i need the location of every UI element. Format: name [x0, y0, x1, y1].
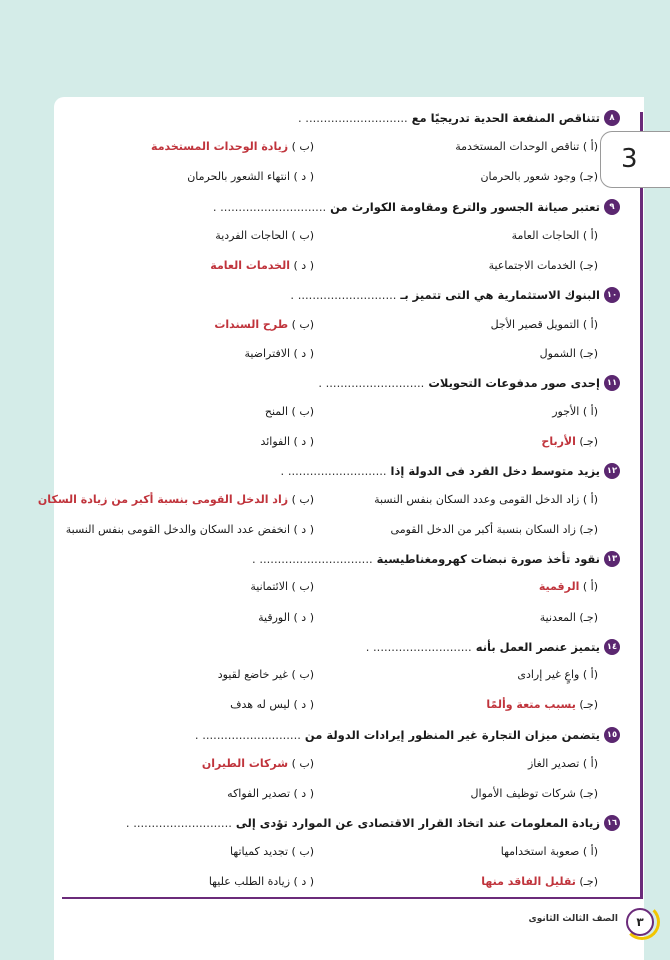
page-number: ٣: [626, 908, 654, 936]
option-d: ( د ) الافتراضية: [244, 347, 314, 360]
question-text: نقود تأخذ صورة نبضات كهرومغناطيسية: [376, 552, 600, 566]
option-d: ( د ) زيادة الطلب عليها: [208, 875, 314, 888]
question-number: ٩: [604, 199, 620, 215]
answer-blank: ........................... .: [125, 816, 232, 830]
question-number: ٨: [604, 110, 620, 126]
question-text: تعتبر صيانة الجسور والترع ومقاومة الكوارث من: [330, 200, 600, 214]
page-tab-number: 3: [621, 144, 638, 174]
option-a: (أ ) تناقص الوحدات المستخدمة: [455, 140, 598, 153]
option-label: (ب ): [291, 757, 314, 770]
answer-blank: ............................. .: [212, 200, 327, 214]
question-10: [290, 287, 620, 303]
option-c: (جـ) المعدنية: [539, 611, 598, 624]
option-c: [541, 435, 598, 448]
option-label: (جـ): [579, 875, 598, 888]
answer-blank: ........................... .: [318, 376, 425, 390]
option-c: (جـ) شركات توظيف الأموال: [470, 787, 598, 800]
option-b: (ب ) تجديد كمياتها: [230, 845, 314, 858]
option-label: (ب ): [291, 318, 314, 331]
question-11: [318, 375, 620, 391]
question-number: ١٠: [604, 287, 620, 303]
page-tab[interactable]: [600, 131, 670, 188]
answer-blank: ........................... .: [365, 640, 472, 654]
question-text: يتضمن ميزان التجارة غير المنظور إيرادات الدولة من: [304, 728, 600, 742]
grade-label: الصف الثالث الثانوى: [528, 914, 618, 924]
correct-answer: تقليل الفاقد منها: [481, 875, 576, 888]
question-number: ١٢: [604, 463, 620, 479]
option-b: (ب ) الحاجات الفردية: [215, 229, 314, 242]
question-16: [126, 815, 620, 831]
option-a: [539, 580, 598, 593]
correct-answer: الأرباح: [541, 435, 576, 448]
question-12: [281, 463, 620, 479]
question-text: يتميز عنصر العمل بأنه: [475, 640, 600, 654]
question-number: ١٥: [604, 727, 620, 743]
option-c: (جـ) زاد السكان بنسبة أكبر من الدخل القومى: [390, 523, 598, 536]
question-text: إحدى صور مدفوعات التحويلات: [428, 376, 600, 390]
question-number: ١٦: [604, 815, 620, 831]
question-text: البنوك الاستثمارية هي التى تتميز بـ: [400, 288, 600, 302]
correct-answer: الخدمات العامة: [210, 259, 291, 272]
option-d: ( د ) الفوائد: [260, 435, 314, 448]
option-label: (جـ): [579, 698, 598, 711]
option-c: [486, 698, 598, 711]
question-14: [366, 639, 620, 655]
question-15: [195, 727, 620, 743]
question-number: ١١: [604, 375, 620, 391]
correct-answer: زيادة الوحدات المستخدمة: [151, 140, 289, 153]
option-b: [214, 318, 314, 331]
option-b: [38, 493, 314, 506]
question-8: [298, 110, 620, 126]
option-b: [151, 140, 314, 153]
answer-blank: ............................... .: [252, 552, 373, 566]
option-a: (أ ) زاد الدخل القومى وعدد السكان بنفس النسبة: [374, 493, 598, 506]
option-d: ( د ) تصدير الفواكه: [227, 787, 314, 800]
question-9: [213, 199, 620, 215]
option-label: (جـ): [579, 435, 598, 448]
option-c: [481, 875, 598, 888]
option-d: ( د ) انخفض عدد السكان والدخل القومى بنفس النسبة: [65, 523, 314, 536]
correct-answer: زاد الدخل القومى بنسبة أكبر من زيادة السكان: [37, 493, 289, 506]
option-label: (ب ): [291, 493, 314, 506]
option-b: (ب ) الائتمانية: [250, 580, 314, 593]
correct-answer: يسبب متعة وألمًا: [486, 698, 576, 711]
option-label: ( د ): [293, 259, 314, 272]
option-d: ( د ) ليس له هدف: [230, 698, 314, 711]
question-number: ١٤: [604, 639, 620, 655]
answer-blank: ........................... .: [194, 728, 301, 742]
option-a: (أ ) التمويل قصير الأجل: [490, 318, 598, 331]
option-a: (أ ) صعوبة استخدامها: [500, 845, 598, 858]
right-margin-bar: [640, 112, 643, 898]
option-label: (ب ): [291, 140, 314, 153]
option-c: (جـ) الشمول: [539, 347, 598, 360]
option-a: (أ ) واعٍ غير إرادى: [517, 668, 598, 681]
answer-blank: ............................ .: [298, 111, 408, 125]
question-text: تتناقص المنفعة الحدية تدريجيًا مع: [411, 111, 600, 125]
option-c: (جـ) الخدمات الاجتماعية: [488, 259, 598, 272]
question-number: ١٣: [604, 551, 620, 567]
option-b: (ب ) المنح: [264, 405, 314, 418]
answer-blank: ........................... .: [290, 288, 397, 302]
correct-answer: شركات الطيران: [201, 757, 289, 770]
option-a: (أ ) الحاجات العامة: [511, 229, 598, 242]
option-a: (أ ) الأجور: [552, 405, 598, 418]
option-d: [210, 259, 314, 272]
option-d: ( د ) الورقية: [258, 611, 314, 624]
option-c: (جـ) وجود شعور بالحرمان: [480, 170, 598, 183]
question-text: زيادة المعلومات عند اتخاذ القرار الاقتصادى عن الموارد تؤدى إلى: [235, 816, 600, 830]
option-label: (أ ): [582, 580, 598, 593]
question-text: يزيد متوسط دخل الفرد فى الدولة إذا: [390, 464, 600, 478]
bottom-rule: [62, 897, 643, 899]
option-a: (أ ) تصدير الغاز: [527, 757, 598, 770]
correct-answer: الرقمية: [538, 580, 580, 593]
option-b: [202, 757, 314, 770]
answer-blank: ........................... .: [280, 464, 387, 478]
option-b: (ب ) غير خاضع لقيود: [217, 668, 314, 681]
correct-answer: طرح السندات: [214, 318, 289, 331]
option-d: ( د ) انتهاء الشعور بالحرمان: [187, 170, 314, 183]
question-13: [252, 551, 620, 567]
